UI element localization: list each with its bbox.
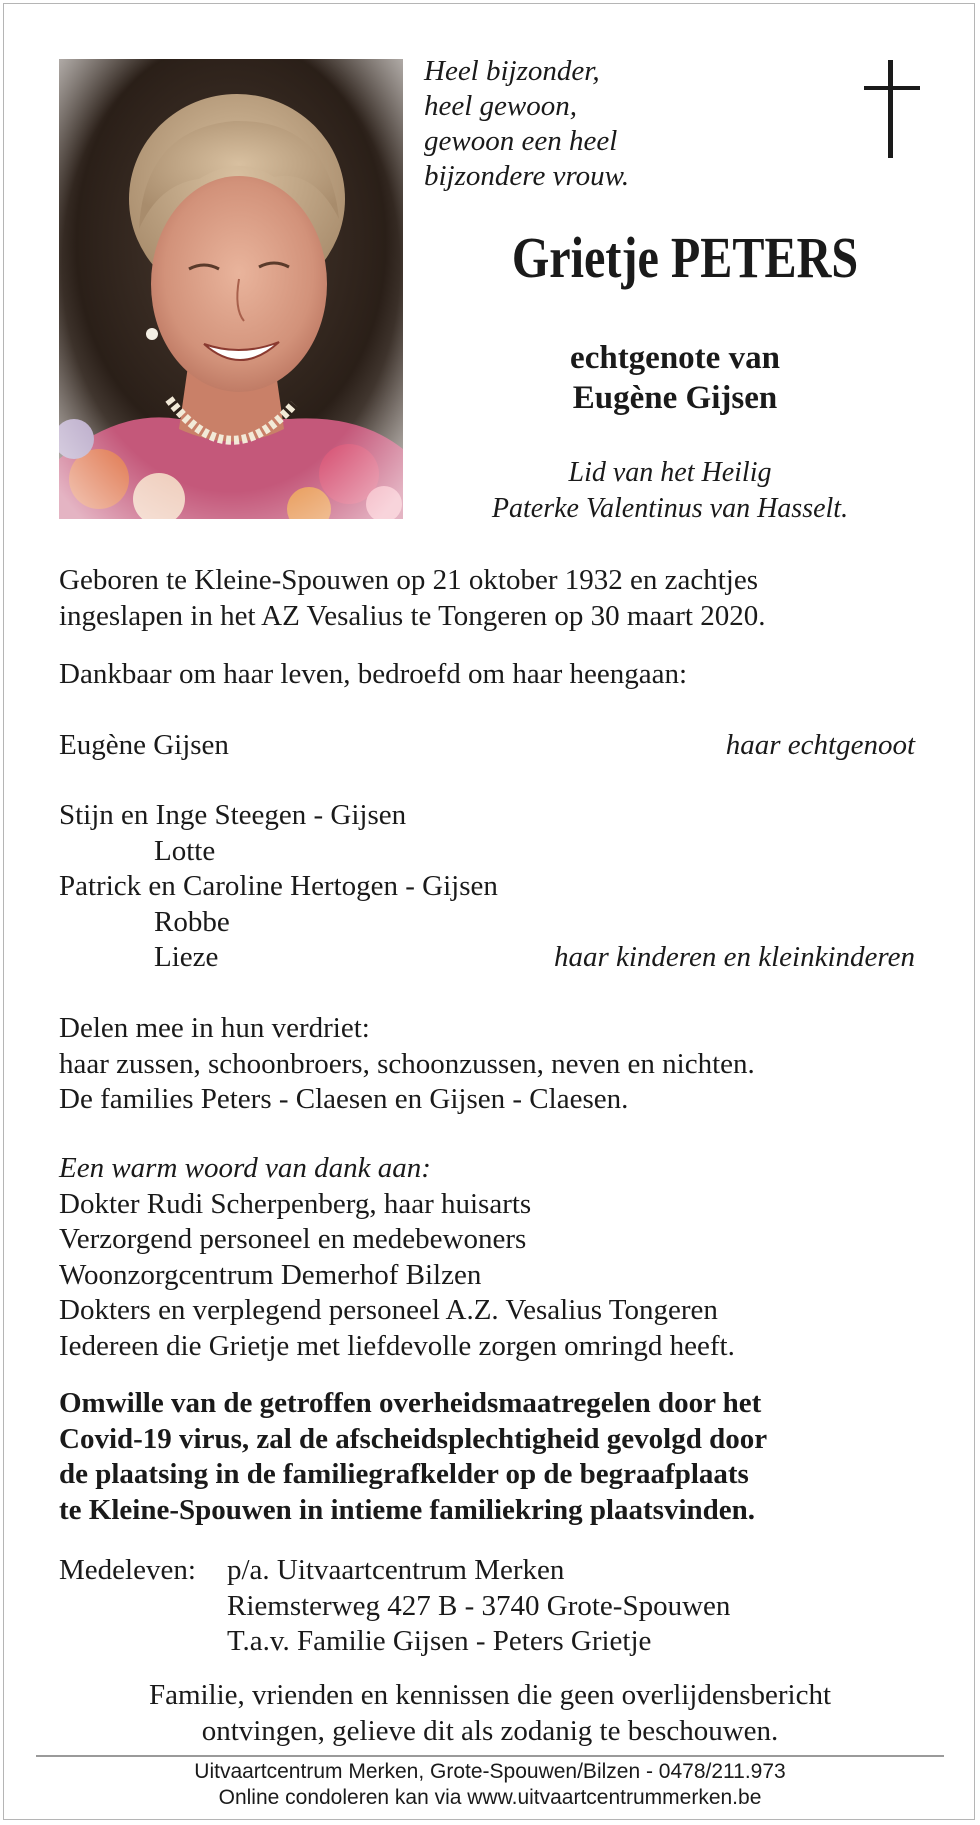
condolences-line: p/a. Uitvaartcentrum Merken	[227, 1554, 565, 1586]
footer-divider	[36, 1755, 944, 1757]
cross-icon	[864, 60, 920, 160]
covid-line: Covid-19 virus, zal de afscheidsplechtigheid gevolgd door	[59, 1422, 768, 1455]
condolences-label: Medeleven:	[59, 1554, 196, 1586]
poem-line: bijzondere vrouw.	[424, 160, 630, 192]
poem-line: Heel bijzonder,	[424, 55, 600, 87]
thanks-line: Iedereen die Grietje met liefdevolle zorgen omringd heeft.	[59, 1329, 735, 1362]
condolences-line: Riemsterweg 427 B - 3740 Grote-Spouwen	[227, 1589, 731, 1622]
birth-death	[59, 563, 765, 634]
poem-line: heel gewoon,	[424, 90, 578, 122]
sharing-line: De families Peters - Claesen en Gijsen - Claesen.	[59, 1083, 629, 1115]
birth-death-line: ingeslapen in het AZ Vesalius te Tongeren op 30 maart 2020.	[59, 599, 766, 632]
spouse-label: echtgenote van	[570, 340, 780, 376]
husband-name: Eugène Gijsen	[59, 729, 229, 761]
sharing-line: Delen mee in hun verdriet:	[59, 1012, 370, 1044]
portrait-illustration	[59, 59, 403, 519]
condolences-address	[227, 1553, 730, 1660]
footer-contact: Uitvaartcentrum Merken, Grote-Spouwen/Bilzen - 0478/211.973	[194, 1760, 786, 1783]
closing-note	[0, 1678, 980, 1749]
sharing-block	[59, 1011, 755, 1118]
children-list	[59, 798, 498, 976]
husband-role: haar echtgenoot	[725, 729, 915, 761]
covid-notice	[59, 1386, 767, 1528]
membership-line: Lid van het Heilig	[568, 457, 772, 488]
spouse-block	[470, 338, 880, 418]
membership-line: Paterke Valentinus van Hasselt.	[491, 493, 849, 524]
deceased-name: Grietje PETERS	[511, 225, 859, 290]
thanks-block	[59, 1151, 735, 1364]
covid-line: te Kleine-Spouwen in intieme familiekring plaatsvinden.	[59, 1493, 756, 1526]
spouse-name: Eugène Gijsen	[572, 380, 778, 416]
covid-line: Omwille van de getroffen overheidsmaatregelen door het	[59, 1387, 762, 1419]
thanks-line: Dokter Rudi Scherpenberg, haar huisarts	[59, 1187, 532, 1220]
grandchild-name: Robbe	[154, 905, 230, 938]
grief-intro: Dankbaar om haar leven, bedroefd om haar heengaan:	[59, 658, 688, 690]
thanks-intro: Een warm woord van dank aan:	[59, 1152, 431, 1184]
membership	[420, 455, 920, 527]
grandchild-name: Lieze	[154, 941, 219, 973]
thanks-line: Woonzorgcentrum Demerhof Bilzen	[59, 1258, 482, 1291]
closing-line: Familie, vrienden en kennissen die geen overlijdensbericht	[148, 1679, 832, 1711]
grandchild-name: Lotte	[154, 834, 216, 867]
child-name: Patrick en Caroline Hertogen - Gijsen	[59, 870, 498, 902]
thanks-line: Verzorgend personeel en medebewoners	[59, 1223, 527, 1255]
sharing-line: haar zussen, schoonbroers, schoonzussen, neven en nichten.	[59, 1047, 755, 1080]
child-name: Stijn en Inge Steegen - Gijsen	[59, 799, 407, 831]
footer-website: Online condoleren kan via www.uitvaartcentrummerken.be	[218, 1786, 762, 1809]
birth-death-line: Geboren te Kleine-Spouwen op 21 oktober 1932 en zachtjes	[59, 564, 759, 596]
thanks-line: Dokters en verplegend personeel A.Z. Vesalius Tongeren	[59, 1294, 718, 1326]
poem	[424, 54, 629, 194]
condolences-line: T.a.v. Familie Gijsen - Peters Grietje	[227, 1625, 652, 1657]
portrait-photo	[59, 59, 403, 519]
closing-line: ontvingen, gelieve dit als zodanig te beschouwen.	[201, 1714, 779, 1747]
poem-line: gewoon een heel	[424, 125, 618, 157]
covid-line: de plaatsing in de familiegrafkelder op de begraafplaats	[59, 1458, 749, 1490]
children-role: haar kinderen en kleinkinderen	[553, 941, 915, 973]
